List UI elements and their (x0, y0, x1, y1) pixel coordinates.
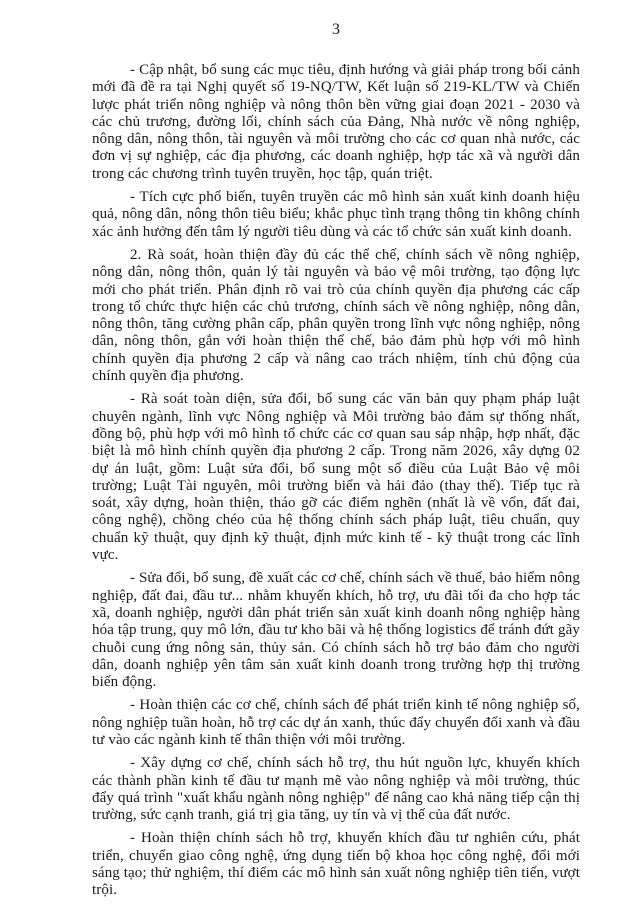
paragraph-propaganda-models: - Tích cực phổ biến, tuyên truyền các mô hình sản xuất kinh doanh hiệu quả, nông dân, nông thôn tiêu biểu; khắc phục tình trạng thông tin không chính xác ảnh hưởng đến tâm lý người tiêu dùng và các tổ chức sản xuất kinh doanh. (92, 189, 580, 240)
paragraph-section-2-review: 2. Rà soát, hoàn thiện đầy đủ các thể chế, chính sách về nông nghiệp, nông dân, nông thôn, quản lý tài nguyên và bảo vệ môi trường, tạo động lực mới cho phát triển. Phân định rõ vai trò của chính quyền địa phương các cấp trong tổ chức thực hiện các chủ trương, chính sách về nông nghiệp, nông dân, nông thôn, tăng cường phân cấp, phân quyền trong lĩnh vực nông nghiệp, nông dân, nông thôn, gắn với hoàn thiện thể chế, bảo đảm phù hợp với mô hình chính quyền địa phương 2 cấp và nâng cao trách nhiệm, tính chủ động của chính quyền địa phương. (92, 246, 580, 385)
document-body (92, 62, 580, 905)
paragraph-legal-documents: - Rà soát toàn diện, sửa đổi, bổ sung các văn bản quy phạm pháp luật chuyên ngành, lĩnh vực Nông nghiệp và Môi trường bảo đảm sự thống nhất, đồng bộ, phù hợp với mô hình tổ chức các cơ quan sau sáp nhập, hợp nhất, đặc biệt là mô hình chính quyền địa phương 2 cấp. Trong năm 2026, xây dựng 02 dự án luật, gồm: Luật sửa đổi, bổ sung một số điều của Luật Bảo vệ môi trường; Luật Tài nguyên, môi trường biển và hải đảo (thay thế). Tiếp tục rà soát, xây dựng, hoàn thiện, tháo gỡ các điểm nghẽn (nhất là về vốn, đất đai, công nghệ), chồng chéo của hệ thống chính sách pháp luật, tiêu chuẩn, quy chuẩn kỹ thuật, quy định kỹ thuật, định mức kinh tế - kỹ thuật trong các lĩnh vực. (92, 391, 580, 564)
page-number: 3 (332, 21, 340, 38)
paragraph-tax-insurance: - Sửa đổi, bổ sung, đề xuất các cơ chế, chính sách về thuế, bảo hiểm nông nghiệp, đất đai, đầu tư... nhằm khuyến khích, hỗ trợ, ưu đãi tối đa cho hợp tác xã, doanh nghiệp, người dân phát triển sản xuất kinh doanh nông nghiệp hàng hóa tập trung, quy mô lớn, đầu tư kho bãi và hệ thống logistics để tránh đứt gãy chuỗi cung ứng nông sản, thủy sản. Có chính sách hỗ trợ bảo đảm cho người dân, doanh nghiệp yên tâm sản xuất kinh doanh trong trường hợp thị trường biến động. (92, 570, 580, 691)
paragraph-digital-agriculture: - Hoàn thiện các cơ chế, chính sách để phát triển kinh tế nông nghiệp số, nông nghiệp tuần hoàn, hỗ trợ các dự án xanh, thúc đẩy chuyển đổi xanh và đầu tư vào các ngành kinh tế thân thiện với môi trường. (92, 697, 580, 748)
paragraph-investment-policy: - Xây dựng cơ chế, chính sách hỗ trợ, thu hút nguồn lực, khuyến khích các thành phần kinh tế đầu tư mạnh mẽ vào nông nghiệp và môi trường, thúc đẩy quá trình "xuất khẩu ngành nông nghiệp" để nâng cao khả năng tiếp cận thị trường, sức cạnh tranh, giá trị gia tăng, uy tín và vị thế của đất nước. (92, 755, 580, 824)
paragraph-research-transfer: - Hoàn thiện chính sách hỗ trợ, khuyến khích đầu tư nghiên cứu, phát triển, chuyển giao công nghệ, ứng dụng tiến bộ khoa học công nghệ, đổi mới sáng tạo; thử nghiệm, thí điểm các mô hình sản xuất nông nghiệp tiên tiến, vượt trội. (92, 830, 580, 899)
paragraph-update-goals: - Cập nhật, bổ sung các mục tiêu, định hướng và giải pháp trong bối cảnh mới đã đề ra tại Nghị quyết số 19-NQ/TW, Kết luận số 219-KL/TW và Chiến lược phát triển nông nghiệp và nông thôn bền vững giai đoạn 2021 - 2030 và các chủ trương, đường lối, chính sách của Đảng, Nhà nước về nông nghiệp, nông dân, nông thôn, tài nguyên và môi trường cho các cơ quan nhà nước, các đơn vị sự nghiệp, các địa phương, các doanh nghiệp, hợp tác xã và người dân trong các chương trình tuyên truyền, học tập, quán triệt. (92, 62, 580, 182)
